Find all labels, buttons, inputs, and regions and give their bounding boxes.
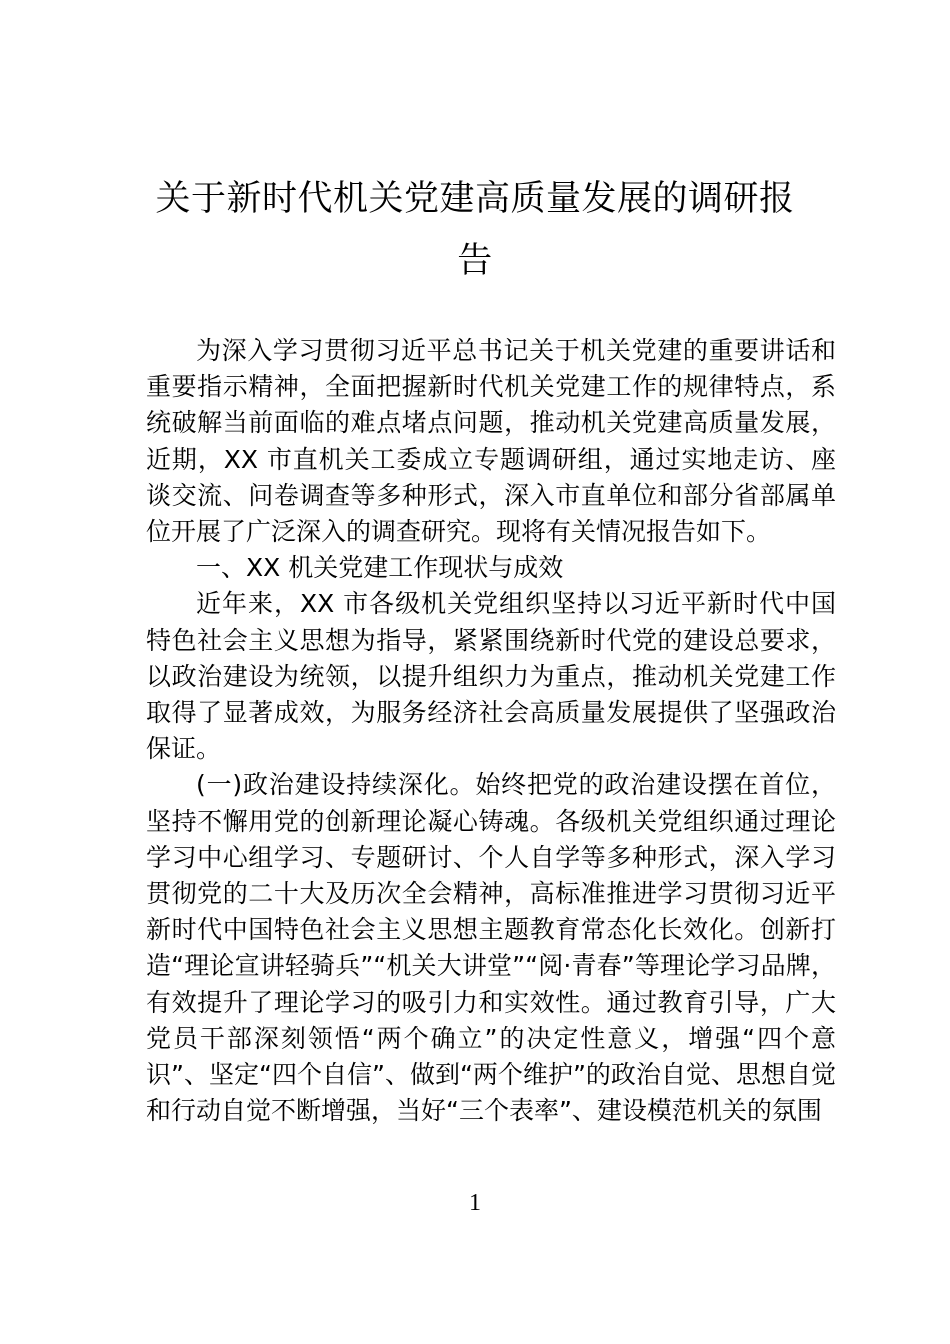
- page-number: 1: [469, 1190, 481, 1216]
- paragraph-overview: 近年来，XX 市各级机关党组织坚持以习近平新时代中国特色社会主义思想为指导，紧紧围绕新时代党的建设总要求，以政治建设为统领，以提升组织力为重点，推动机关党建工作取得了显著成效，为服务经济社会高质量发展提供了坚强政治保证。: [146, 589, 836, 764]
- section-heading: 一、XX 机关党建工作现状与成效: [196, 553, 564, 583]
- paragraph-intro: 为深入学习贯彻习近平总书记关于机关党建的重要讲话和重要指示精神，全面把握新时代机关党建工作的规律特点，系统破解当前面临的难点堵点问题，推动机关党建高质量发展，近期，XX 市直机关工委成立专题调研组，通过实地走访、座谈交流、问卷调查等多种形式，深入市直单位和部分省部属单位开展了广泛深入的调查研究。现将有关情况报告如下。: [146, 336, 836, 547]
- page-title: 关于新时代机关党建高质量发展的调研报告: [155, 179, 795, 281]
- document-body: [146, 333, 836, 1129]
- paragraph-political-building: (一)政治建设持续深化。始终把党的政治建设摆在首位，坚持不懈用党的创新理论凝心铸魂。各级机关党组织通过理论学习中心组学习、专题研讨、个人自学等多种形式，深入学习贯彻党的二十大及历次全会精神，高标准推进学习贯彻习近平新时代中国特色社会主义思想主题教育常态化长效化。创新打造“理论宣讲轻骑兵”“机关大讲堂”“阅·青春”等理论学习品牌，有效提升了理论学习的吸引力和实效性。通过教育引导，广大党员干部深刻领悟“两个确立”的决定性意义，增强“四个意识”、坚定“四个自信”、做到“两个维护”的政治自觉、思想自觉和行动自觉不断增强，当好“三个表率”、建设模范机关的氛围: [146, 770, 836, 1126]
